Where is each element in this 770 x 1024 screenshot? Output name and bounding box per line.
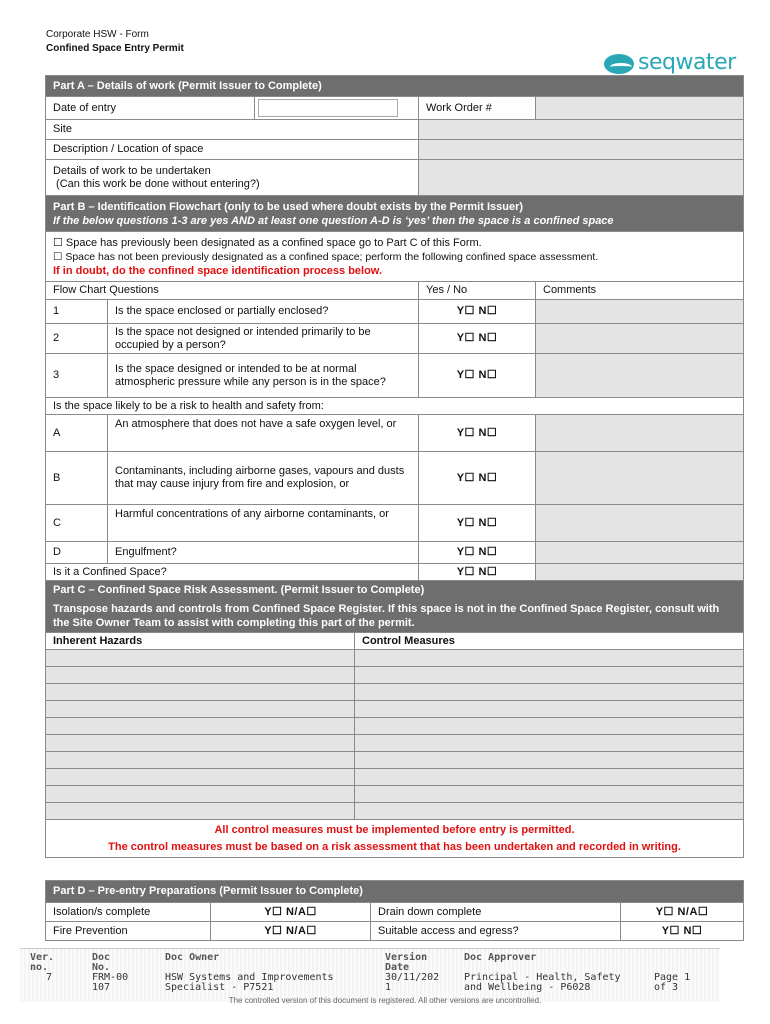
control-input[interactable] bbox=[355, 735, 744, 752]
doc-owner-value: HSW Systems and Improvements Specialist - P7521 bbox=[165, 972, 334, 993]
hazard-input[interactable] bbox=[46, 735, 355, 752]
version-label: Ver. no. bbox=[30, 952, 55, 973]
control-input[interactable] bbox=[355, 769, 744, 786]
yes-no-checkboxes[interactable]: Y☐ N☐ bbox=[419, 542, 536, 564]
work-order-label: Work Order # bbox=[419, 97, 536, 120]
controlled-version-note: The controlled version of this document is registered. All other versions are uncontrolled. bbox=[228, 996, 542, 1005]
isolation-checkboxes[interactable]: Y☐ N/A☐ bbox=[211, 903, 371, 922]
question-text: Contaminants, including airborne gases, vapours and dusts that may cause injury from fire and explosion, or bbox=[108, 452, 419, 505]
question-row bbox=[46, 542, 744, 564]
page-number: Page 1 of 3 bbox=[654, 972, 691, 993]
question-row bbox=[46, 505, 744, 542]
hazard-input[interactable] bbox=[46, 650, 355, 667]
hazard-input[interactable] bbox=[46, 684, 355, 701]
hazard-row bbox=[46, 769, 744, 786]
part-d-title: Part D – Pre-entry Preparations (Permit Issuer to Complete) bbox=[46, 881, 744, 903]
option-not-designated[interactable]: ☐ Space has not been previously designated as a confined space; perform the following confined space assessment. bbox=[53, 250, 599, 263]
hazard-row bbox=[46, 684, 744, 701]
question-text: An atmosphere that does not have a safe oxygen level, or bbox=[108, 415, 419, 452]
option-previously-designated[interactable]: ☐ Space has previously been designated as a confined space go to Part C of this Form. bbox=[53, 236, 482, 249]
hazard-row bbox=[46, 752, 744, 769]
form-title: Confined Space Entry Permit bbox=[46, 43, 184, 54]
control-input[interactable] bbox=[355, 684, 744, 701]
form-category: Corporate HSW - Form bbox=[46, 29, 149, 40]
part-b-subtitle: If the below questions 1-3 are yes AND at least one question A-D is ‘yes’ then the space is a confined space bbox=[53, 214, 614, 227]
col-control-measures: Control Measures bbox=[355, 633, 744, 650]
hazard-input[interactable] bbox=[46, 718, 355, 735]
comment-input[interactable] bbox=[536, 415, 744, 452]
document-header bbox=[46, 28, 184, 56]
part-a-title: Part A – Details of work (Permit Issuer to Complete) bbox=[46, 76, 744, 97]
confined-space-yes-no[interactable]: Y☐ N☐ bbox=[419, 564, 536, 581]
hazard-row bbox=[46, 718, 744, 735]
yes-no-checkboxes[interactable]: Y☐ N☐ bbox=[419, 415, 536, 452]
document-footer bbox=[20, 948, 720, 1002]
version-value: 7 bbox=[46, 972, 53, 983]
footer-version-date bbox=[385, 953, 455, 993]
control-measures-note-2: The control measures must be based on a risk assessment that has been undertaken and recorded in writing. bbox=[108, 840, 681, 853]
hazard-input[interactable] bbox=[46, 786, 355, 803]
doc-approver-value: Principal - Health, Safety and Wellbeing - P6028 bbox=[464, 972, 621, 993]
comment-input[interactable] bbox=[536, 300, 744, 324]
description-input[interactable] bbox=[419, 140, 744, 160]
question-text: Is the space designed or intended to be at normal atmospheric pressure while any person is in the space? bbox=[108, 354, 419, 398]
comment-input[interactable] bbox=[536, 505, 744, 542]
question-row bbox=[46, 354, 744, 398]
footer-version bbox=[30, 953, 66, 983]
question-text: Harmful concentrations of any airborne contaminants, or bbox=[108, 505, 419, 542]
question-number: 2 bbox=[46, 324, 108, 354]
control-input[interactable] bbox=[355, 650, 744, 667]
col-yes-no: Yes / No bbox=[419, 282, 536, 300]
col-comments: Comments bbox=[536, 282, 744, 300]
confined-space-question: Is it a Confined Space? bbox=[46, 564, 419, 581]
doc-owner-label: Doc Owner bbox=[165, 952, 220, 963]
question-letter: A bbox=[46, 415, 108, 452]
logo-text: seqwater bbox=[638, 50, 736, 75]
control-input[interactable] bbox=[355, 701, 744, 718]
hazard-input[interactable] bbox=[46, 803, 355, 820]
site-input[interactable] bbox=[419, 120, 744, 140]
details-input[interactable] bbox=[419, 160, 744, 196]
fire-prevention-checkboxes[interactable]: Y☐ N/A☐ bbox=[211, 922, 371, 941]
doc-approver-label: Doc Approver bbox=[464, 952, 537, 963]
details-sub-label: (Can this work be done without entering?) bbox=[53, 177, 260, 190]
part-d-table bbox=[45, 880, 744, 941]
col-flow-chart-questions: Flow Chart Questions bbox=[46, 282, 419, 300]
hazard-input[interactable] bbox=[46, 667, 355, 684]
control-input[interactable] bbox=[355, 752, 744, 769]
control-input[interactable] bbox=[355, 786, 744, 803]
site-label: Site bbox=[46, 120, 419, 140]
yes-no-checkboxes[interactable]: Y☐ N☐ bbox=[419, 354, 536, 398]
control-input[interactable] bbox=[355, 667, 744, 684]
comment-input[interactable] bbox=[536, 324, 744, 354]
question-letter: B bbox=[46, 452, 108, 505]
doc-no-value: FRM-00107 bbox=[92, 972, 129, 993]
hazard-row bbox=[46, 701, 744, 718]
part-b-options bbox=[46, 232, 744, 282]
hazard-input[interactable] bbox=[46, 769, 355, 786]
logo-mark-icon bbox=[604, 54, 634, 74]
question-letter: C bbox=[46, 505, 108, 542]
hazard-row bbox=[46, 667, 744, 684]
hazard-row bbox=[46, 803, 744, 820]
isolation-label: Isolation/s complete bbox=[46, 903, 211, 922]
permit-form-table bbox=[45, 75, 744, 858]
comment-input[interactable] bbox=[536, 542, 744, 564]
control-input[interactable] bbox=[355, 803, 744, 820]
access-checkboxes[interactable]: Y☐ N☐ bbox=[621, 922, 744, 941]
footer-doc-approver bbox=[464, 953, 644, 993]
comment-input[interactable] bbox=[536, 354, 744, 398]
part-c-header bbox=[46, 581, 744, 633]
details-label-cell bbox=[46, 160, 419, 196]
comment-input[interactable] bbox=[536, 452, 744, 505]
part-b-header bbox=[46, 196, 744, 232]
description-label: Description / Location of space bbox=[46, 140, 419, 160]
yes-no-checkboxes[interactable]: Y☐ N☐ bbox=[419, 324, 536, 354]
yes-no-checkboxes[interactable]: Y☐ N☐ bbox=[419, 452, 536, 505]
seqwater-logo bbox=[604, 52, 744, 76]
hazard-row bbox=[46, 735, 744, 752]
hazard-row bbox=[46, 786, 744, 803]
question-text: Engulfment? bbox=[108, 542, 419, 564]
col-inherent-hazards: Inherent Hazards bbox=[46, 633, 355, 650]
yes-no-checkboxes[interactable]: Y☐ N☐ bbox=[419, 505, 536, 542]
part-b-title: Part B – Identification Flowchart (only to be used where doubt exists by the Permit Issuer) bbox=[53, 200, 524, 213]
hazard-input[interactable] bbox=[46, 701, 355, 718]
control-measures-notes bbox=[46, 820, 744, 858]
date-of-entry-label: Date of entry bbox=[46, 97, 255, 120]
question-number: 3 bbox=[46, 354, 108, 398]
question-number: 1 bbox=[46, 300, 108, 324]
question-row bbox=[46, 415, 744, 452]
question-text: Is the space not designed or intended primarily to be occupied by a person? bbox=[108, 324, 419, 354]
risk-intro: Is the space likely to be a risk to health and safety from: bbox=[46, 398, 744, 415]
question-row bbox=[46, 300, 744, 324]
drain-checkboxes[interactable]: Y☐ N/A☐ bbox=[621, 903, 744, 922]
fire-prevention-label: Fire Prevention bbox=[46, 922, 211, 941]
question-letter: D bbox=[46, 542, 108, 564]
doubt-warning: If in doubt, do the confined space identification process below. bbox=[53, 264, 383, 277]
version-date-label: Version Date bbox=[385, 952, 428, 973]
drain-label: Drain down complete bbox=[371, 903, 621, 922]
access-label: Suitable access and egress? bbox=[371, 922, 621, 941]
version-date-value: 30/11/2021 bbox=[385, 972, 440, 993]
yes-no-checkboxes[interactable]: Y☐ N☐ bbox=[419, 300, 536, 324]
question-row bbox=[46, 324, 744, 354]
hazard-row bbox=[46, 650, 744, 667]
confined-space-comment[interactable] bbox=[536, 564, 744, 581]
footer-doc-no bbox=[92, 953, 142, 993]
question-text: Is the space enclosed or partially enclosed? bbox=[108, 300, 419, 324]
control-measures-note-1: All control measures must be implemented before entry is permitted. bbox=[214, 823, 575, 836]
hazard-input[interactable] bbox=[46, 752, 355, 769]
doc-no-label: Doc No. bbox=[92, 952, 111, 973]
part-c-subtitle: Transpose hazards and controls from Confined Space Register. If this space is not in the Confined Space Register, consult with the Site Owner Team to assist with completing this part of the permit. bbox=[53, 603, 720, 629]
part-c-title: Part C – Confined Space Risk Assessment. (Permit Issuer to Complete) bbox=[53, 584, 425, 596]
work-order-input[interactable] bbox=[536, 97, 744, 120]
details-label: Details of work to be undertaken bbox=[53, 164, 211, 177]
date-of-entry-input[interactable] bbox=[258, 99, 398, 117]
footer-doc-owner bbox=[165, 953, 380, 993]
control-input[interactable] bbox=[355, 718, 744, 735]
question-row bbox=[46, 452, 744, 505]
